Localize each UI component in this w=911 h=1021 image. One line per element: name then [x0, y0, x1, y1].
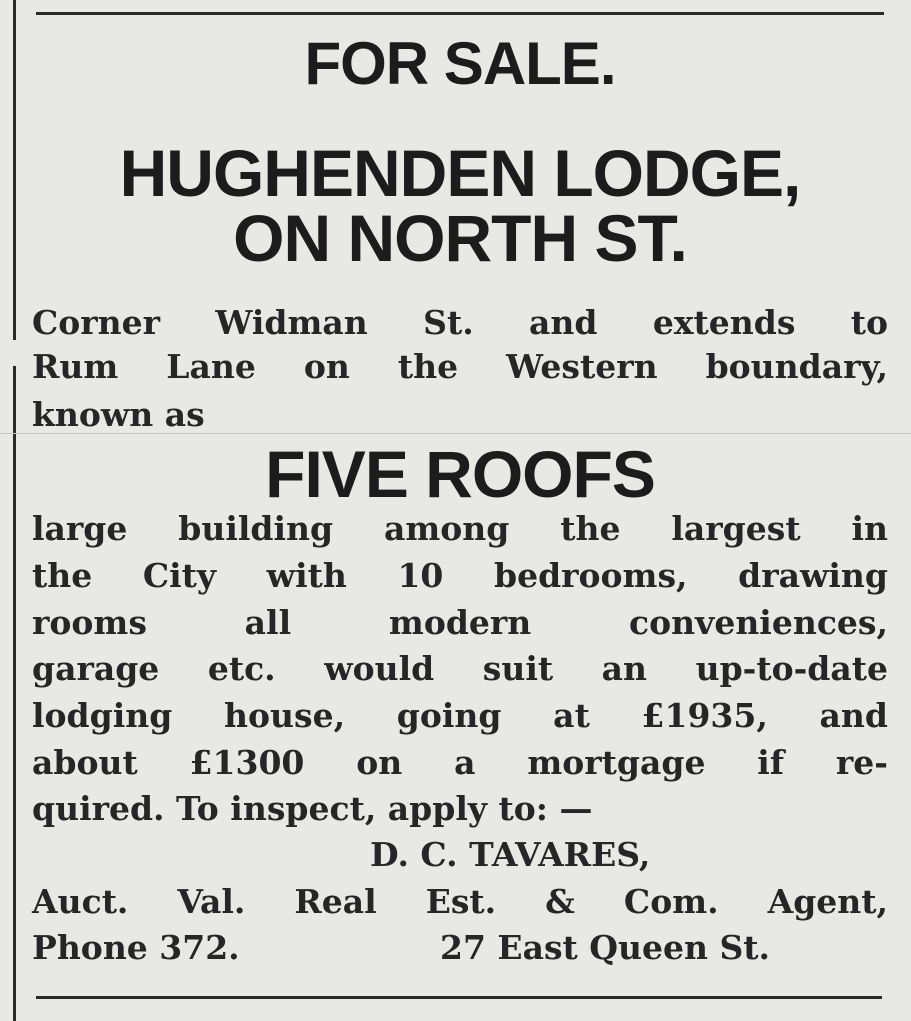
- description-line: the City with 10 bedrooms, drawing: [32, 556, 888, 595]
- description-line: rooms all modern conveniences,: [32, 603, 888, 642]
- agent-title: Auct. Val. Real Est. & Com. Agent,: [32, 882, 888, 921]
- agent-name: D. C. TAVARES,: [370, 835, 651, 874]
- top-divider: [36, 12, 884, 15]
- property-name-line-2: ON NORTH ST.: [233, 201, 687, 275]
- description-line: garage etc. would suit an up-to-date: [32, 649, 888, 688]
- description-line: about £1300 on a mortgage if re-: [32, 743, 888, 782]
- agent-phone: Phone 372.: [32, 928, 240, 967]
- description-line: large building among the largest in: [32, 509, 888, 548]
- location-line: Corner Widman St. and extends to: [32, 303, 888, 342]
- column-rule-left-lower: [13, 366, 16, 1021]
- known-as-heading: FIVE ROOFS: [265, 437, 655, 511]
- column-rule-left: [13, 0, 16, 340]
- location-line: known as: [32, 395, 205, 434]
- for-sale-heading: FOR SALE.: [304, 30, 616, 97]
- description-line: quired. To inspect, apply to: —: [32, 789, 593, 828]
- agent-address: 27 East Queen St.: [440, 928, 771, 967]
- bottom-divider: [36, 996, 882, 999]
- property-name-line-1: HUGHENDEN LODGE,: [119, 136, 801, 210]
- location-line: Rum Lane on the Western boundary,: [32, 347, 888, 386]
- description-line: lodging house, going at £1935, and: [32, 696, 888, 735]
